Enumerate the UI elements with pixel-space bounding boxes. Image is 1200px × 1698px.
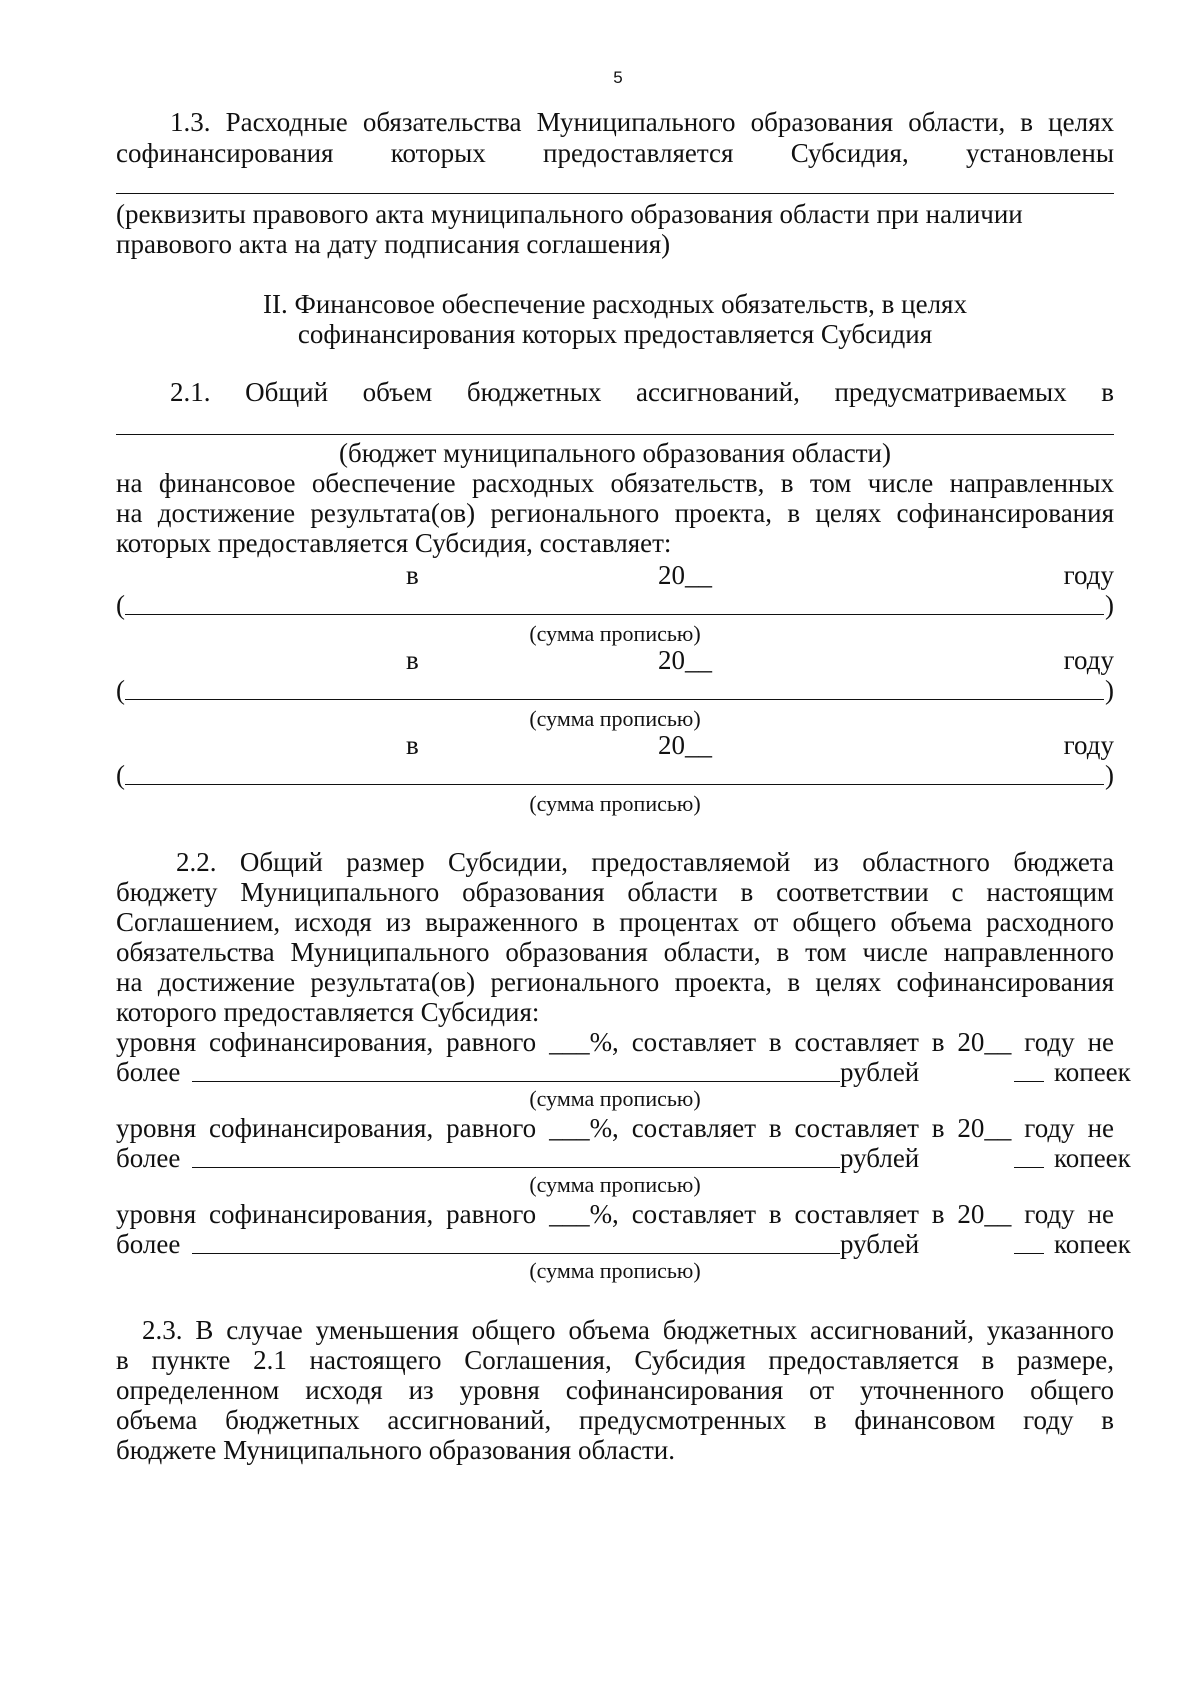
clause-2-1-line-1: 2.1. Общий объем бюджетных ассигнований, предусматриваемых в (170, 377, 1114, 407)
close-paren: ) (1105, 590, 1114, 620)
word-godu: году (1063, 730, 1114, 760)
year-blank: 20__ (658, 645, 712, 675)
clause-2-3-line-4: объема бюджетных ассигнований, предусмотренных в финансовом году в (116, 1405, 1114, 1435)
clause-1-3-note-line-2: правового акта на дату подписания соглашения) (116, 229, 671, 259)
clause-2-2-line-3: Соглашением, исходя из выраженного в процентах от общего объема расходного (116, 907, 1114, 937)
open-paren: ( (116, 675, 125, 705)
amount-line (116, 759, 1114, 791)
amount-line (116, 674, 1114, 706)
word-kopeek: копеек (1054, 1057, 1131, 1087)
fill-in-line (116, 434, 1114, 435)
clause-1-3-line-1: 1.3. Расходные обязательства Муниципального образования области, в целях (170, 107, 1114, 137)
open-paren: ( (116, 590, 125, 620)
clause-2-3-line-3: определенном исходя из уровня софинансирования от уточненного общего (116, 1375, 1114, 1405)
word-bolee: более (116, 1143, 181, 1173)
clause-2-3-line-5: бюджете Муниципального образования области. (116, 1435, 675, 1465)
amount-caption: (сумма прописью) (529, 1258, 701, 1283)
clause-2-1-line-2: на финансовое обеспечение расходных обязательств, в том числе направленных (116, 468, 1114, 498)
clause-2-2-line-4: обязательства Муниципального образования области, в том числе направленного (116, 937, 1114, 967)
clause-1-3-line-2: софинансирования которых предоставляется Субсидия, установлены (116, 138, 1114, 168)
clause-2-2-line-2: бюджету Муниципального образования области в соответствии с настоящим (116, 877, 1114, 907)
word-godu: году (1063, 645, 1114, 675)
amount-rub-line (116, 1228, 1131, 1260)
amount-caption: (сумма прописью) (529, 791, 701, 816)
year-row (116, 729, 1114, 761)
year-blank: 20__ (658, 730, 712, 760)
word-bolee: более (116, 1057, 181, 1087)
section-title-line-2: софинансирования которых предоставляется Субсидия (297, 319, 933, 349)
fill-in-line (192, 1253, 840, 1254)
year-blank: 20__ (658, 560, 712, 590)
word-kopeek: копеек (1054, 1143, 1131, 1173)
word-rubley: рублей (840, 1143, 920, 1173)
clause-2-3-line-1: 2.3. В случае уменьшения общего объема бюджетных ассигнований, указанного (142, 1315, 1114, 1345)
amount-line (116, 589, 1114, 621)
page-number: 5 (613, 68, 623, 87)
fill-in-line (116, 193, 1114, 194)
section-title-line-1: II. Финансовое обеспечение расходных обязательств, в целях (263, 289, 967, 319)
close-paren: ) (1105, 675, 1114, 705)
word-godu: году (1063, 560, 1114, 590)
word-rubley: рублей (840, 1057, 920, 1087)
fill-in-line (192, 1167, 840, 1168)
amount-rub-line (116, 1056, 1131, 1088)
amount-caption: (сумма прописью) (529, 1172, 701, 1197)
clause-2-1-line-3: на достижение результата(ов) регионального проекта, в целях софинансирования (116, 498, 1114, 528)
fill-in-line (125, 699, 1104, 700)
amount-caption: (сумма прописью) (529, 621, 701, 646)
word-rubley: рублей (840, 1229, 920, 1259)
fill-in-line (125, 614, 1104, 615)
close-paren: ) (1105, 760, 1114, 790)
clause-1-3-note-line-1: (реквизиты правового акта муниципального образования области при наличии (116, 199, 1023, 229)
clause-2-2-line-1: 2.2. Общий размер Субсидии, предоставляемой из областного бюджета (176, 847, 1114, 877)
fill-in-line (1014, 1253, 1044, 1254)
word-bolee: более (116, 1229, 181, 1259)
fill-in-line (192, 1081, 840, 1082)
open-paren: ( (116, 760, 125, 790)
word-v: в (406, 645, 419, 675)
clause-2-3-line-2: в пункте 2.1 настоящего Соглашения, Субсидия предоставляется в размере, (116, 1345, 1114, 1375)
amount-rub-line (116, 1142, 1131, 1174)
clause-2-1-line-4: которых предоставляется Субсидия, составляет: (116, 528, 672, 558)
year-row (116, 559, 1114, 591)
amount-caption: (сумма прописью) (529, 1086, 701, 1111)
cofinancing-level-line: уровня софинансирования, равного ___%, составляет в составляет в 20__ году не (116, 1113, 1114, 1143)
word-v: в (406, 730, 419, 760)
year-row (116, 644, 1114, 676)
word-v: в (406, 560, 419, 590)
fill-in-line (125, 784, 1104, 785)
fill-in-line (1014, 1167, 1044, 1168)
cofinancing-level-line: уровня софинансирования, равного ___%, составляет в составляет в 20__ году не (116, 1199, 1114, 1229)
clause-2-2-line-6: которого предоставляется Субсидия: (116, 997, 540, 1027)
budget-caption: (бюджет муниципального образования области) (339, 438, 891, 468)
amount-caption: (сумма прописью) (529, 706, 701, 731)
cofinancing-level-line: уровня софинансирования, равного ___%, составляет в составляет в 20__ году не (116, 1027, 1114, 1057)
clause-2-2-line-5: на достижение результата(ов) регионального проекта, в целях софинансирования (116, 967, 1114, 997)
word-kopeek: копеек (1054, 1229, 1131, 1259)
fill-in-line (1014, 1081, 1044, 1082)
